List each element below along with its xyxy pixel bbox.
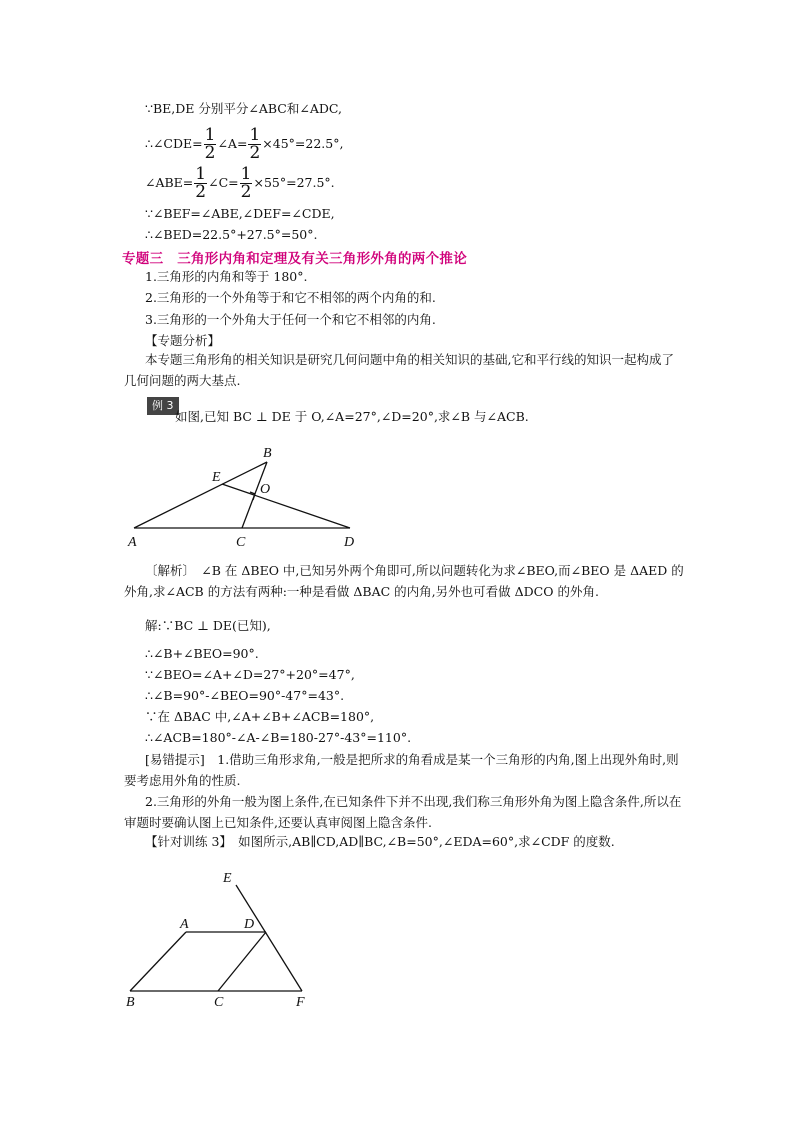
example-analysis: 〔解析〕 ∠B 在 ΔBEO 中,已知另外两个角即可,所以问题转化为求∠BEO,而∠BEO 是 ΔAED 的外角,求∠ACB 的方法有两种:一种是看做 ΔBAC 的内角,另外也可看做 ΔDCO 的外角.: [124, 563, 684, 599]
fraction-num: 1: [240, 164, 252, 184]
proof-line-1: ∵BE,DE 分别平分∠ABC和∠ADC,: [145, 101, 342, 116]
solution-line-1: 解:∵BC ⊥ DE(已知),: [145, 618, 271, 633]
proof-line-5: ∴∠BED=22.5°+27.5°=50°.: [145, 227, 318, 242]
theorem-1: 1.三角形的内角和等于 180°.: [145, 269, 308, 284]
segment-ef: [236, 885, 302, 991]
tip-paragraph-2: 2.三角形的外角一般为图上条件,在已知条件下并不出现,我们称三角形外角为图上隐含条件,所以在审题时要确认图上已知条件,还要认真审阅图上隐含条件.: [124, 794, 682, 830]
fraction-den: 2: [249, 143, 261, 163]
tip-paragraph-1: [易错提示] 1.借助三角形求角,一般是把所求的角看成是某一个三角形的内角,图上出现外角时,则要考虑用外角的性质.: [124, 752, 679, 788]
fraction-num: 1: [204, 125, 216, 145]
fraction-den: 2: [195, 182, 207, 202]
analysis-paragraph: 本专题三角形角的相关知识是研究几何问题中角的相关知识的基础,它和平行线的知识一起构成了几何问题的两大基点.: [124, 352, 674, 388]
example-question: 如图,已知 BC ⊥ DE 于 O,∠A=27°,∠D=20°,求∠B 与∠ACB.: [175, 409, 529, 424]
topic-heading: 专题三 三角形内角和定理及有关三角形外角的两个推论: [122, 251, 467, 267]
theorem-2: 2.三角形的一个外角等于和它不相邻的两个内角的和.: [145, 290, 436, 305]
proof-line-2-b: ∠A=: [217, 136, 248, 151]
label-d: D: [244, 917, 255, 932]
fraction-num: 1: [249, 125, 261, 145]
label-c: C: [214, 995, 224, 1010]
label-e: E: [212, 470, 221, 485]
solution-line-2: ∴∠B+∠BEO=90°.: [145, 646, 259, 661]
proof-line-3-c: ×55°=27.5°.: [253, 175, 335, 190]
label-a: A: [128, 535, 137, 550]
theorem-3: 3.三角形的一个外角大于任何一个和它不相邻的内角.: [145, 312, 436, 327]
proof-line-3-b: ∠C=: [208, 175, 239, 190]
fraction-den: 2: [240, 182, 252, 202]
proof-line-4: ∵∠BEF=∠ABE,∠DEF=∠CDE,: [145, 206, 335, 221]
segment-ba: [130, 932, 186, 991]
label-c: C: [236, 535, 246, 550]
label-b: B: [126, 995, 135, 1010]
proof-line-3-a: ∠ABE=: [145, 175, 194, 190]
label-e: E: [223, 871, 232, 886]
fraction-den: 2: [204, 143, 216, 163]
label-o: O: [260, 482, 271, 497]
proof-line-2-c: ×45°=22.5°,: [262, 136, 344, 151]
solution-line-4: ∴∠B=90°-∠BEO=90°-47°=43°.: [145, 688, 345, 703]
proof-line-2-a: ∴∠CDE=: [145, 136, 203, 151]
segment-cd: [218, 932, 266, 991]
solution-line-5: ∵在 ΔBAC 中,∠A+∠B+∠ACB=180°,: [145, 709, 375, 724]
solution-line-3: ∵∠BEO=∠A+∠D=27°+20°=47°,: [145, 667, 355, 682]
solution-line-6: ∴∠ACB=180°-∠A-∠B=180-27°-43°=110°.: [145, 730, 412, 745]
label-b: B: [263, 446, 272, 461]
fraction-num: 1: [195, 164, 207, 184]
analysis-title: 【专题分析】: [145, 333, 221, 348]
label-a: A: [180, 917, 189, 932]
practice-question: 【针对训练 3】 如图所示,AB∥CD,AD∥BC,∠B=50°,∠EDA=60°,求∠CDF 的度数.: [145, 834, 615, 849]
example-label: 例 3: [147, 397, 179, 415]
label-f: F: [296, 995, 305, 1010]
label-d: D: [344, 535, 355, 550]
